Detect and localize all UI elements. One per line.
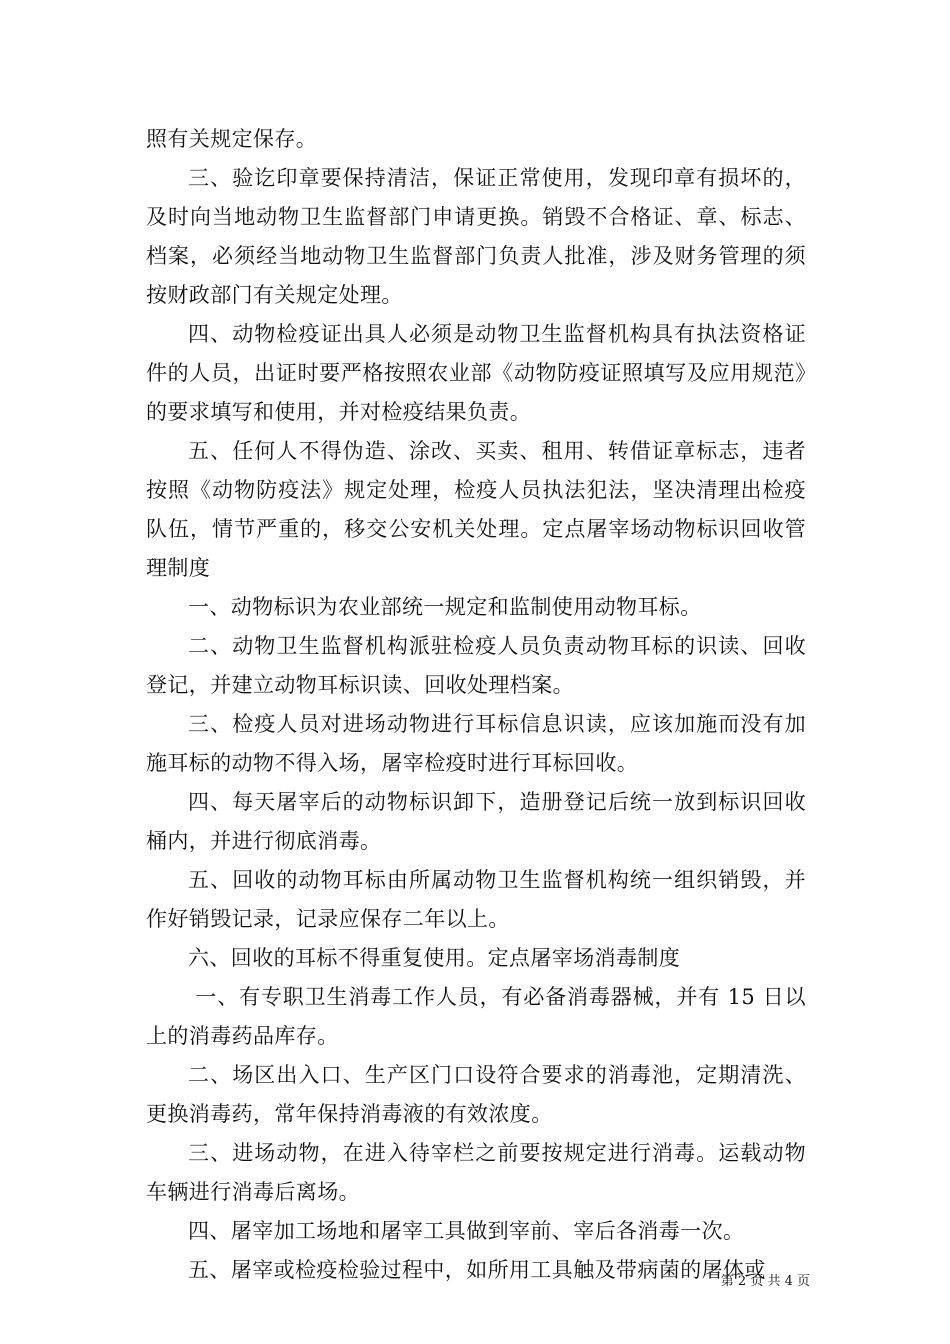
paragraph-3: 四、动物检疫证出具人必须是动物卫生监督机构具有执法资格证件的人员，出证时要严格按照农业部《动物防疫证照填写及应用规范》的要求填写和使用，并对检疫结果负责。 [146, 322, 806, 424]
paragraph-8: 四、每天屠宰后的动物标识卸下，造册登记后统一放到标识回收桶内，并进行彻底消毒。 [146, 790, 806, 853]
paragraph-13: 三、进场动物，在进入待宰栏之前要按规定进行消毒。运载动物车辆进行消毒后离场。 [146, 1141, 806, 1204]
paragraph-2: 三、验讫印章要保持清洁，保证正常使用，发现印章有损坏的，及时向当地动物卫生监督部门申请更换。销毁不合格证、章、标志、档案，必须经当地动物卫生监督部门负责人批准，涉及财务管理的须按财政部门有关规定处理。 [146, 166, 806, 307]
paragraph-9: 五、回收的动物耳标由所属动物卫生监督机构统一组织销毁，并作好销毁记录，记录应保存二年以上。 [146, 868, 806, 931]
paragraph-5: 一、动物标识为农业部统一规定和监制使用动物耳标。 [188, 595, 702, 619]
paragraph-4: 五、任何人不得伪造、涂改、买卖、租用、转借证章标志，违者按照《动物防疫法》规定处理，检疫人员执法犯法，坚决清理出检疫队伍，情节严重的，移交公安机关处理。定点屠宰场动物标识回收管理制度 [146, 439, 806, 580]
document-body [146, 120, 806, 1290]
paragraph-10: 六、回收的耳标不得重复使用。定点屠宰场消毒制度 [188, 946, 681, 970]
page-number: 第 2 页 共 4 页 [720, 1274, 810, 1289]
paragraph-7: 三、检疫人员对进场动物进行耳标信息识读，应该加施而没有加施耳标的动物不得入场，屠宰检疫时进行耳标回收。 [146, 712, 806, 775]
paragraph-6: 二、动物卫生监督机构派驻检疫人员负责动物耳标的识读、回收登记，并建立动物耳标识读、回收处理档案。 [146, 634, 806, 697]
paragraph-11: 一、有专职卫生消毒工作人员，有必备消毒器械，并有 15 日以上的消毒药品库存。 [146, 985, 806, 1048]
paragraph-14: 四、屠宰加工场地和屠宰工具做到宰前、宰后各消毒一次。 [188, 1219, 745, 1243]
paragraph-12: 二、场区出入口、生产区门口设符合要求的消毒池，定期清洗、更换消毒药，常年保持消毒液的有效浓度。 [146, 1063, 806, 1126]
paragraph-15: 五、屠宰或检疫检验过程中，如所用工具触及带病菌的屠体或 [188, 1258, 766, 1282]
paragraph-1: 照有关规定保存。 [146, 127, 318, 151]
